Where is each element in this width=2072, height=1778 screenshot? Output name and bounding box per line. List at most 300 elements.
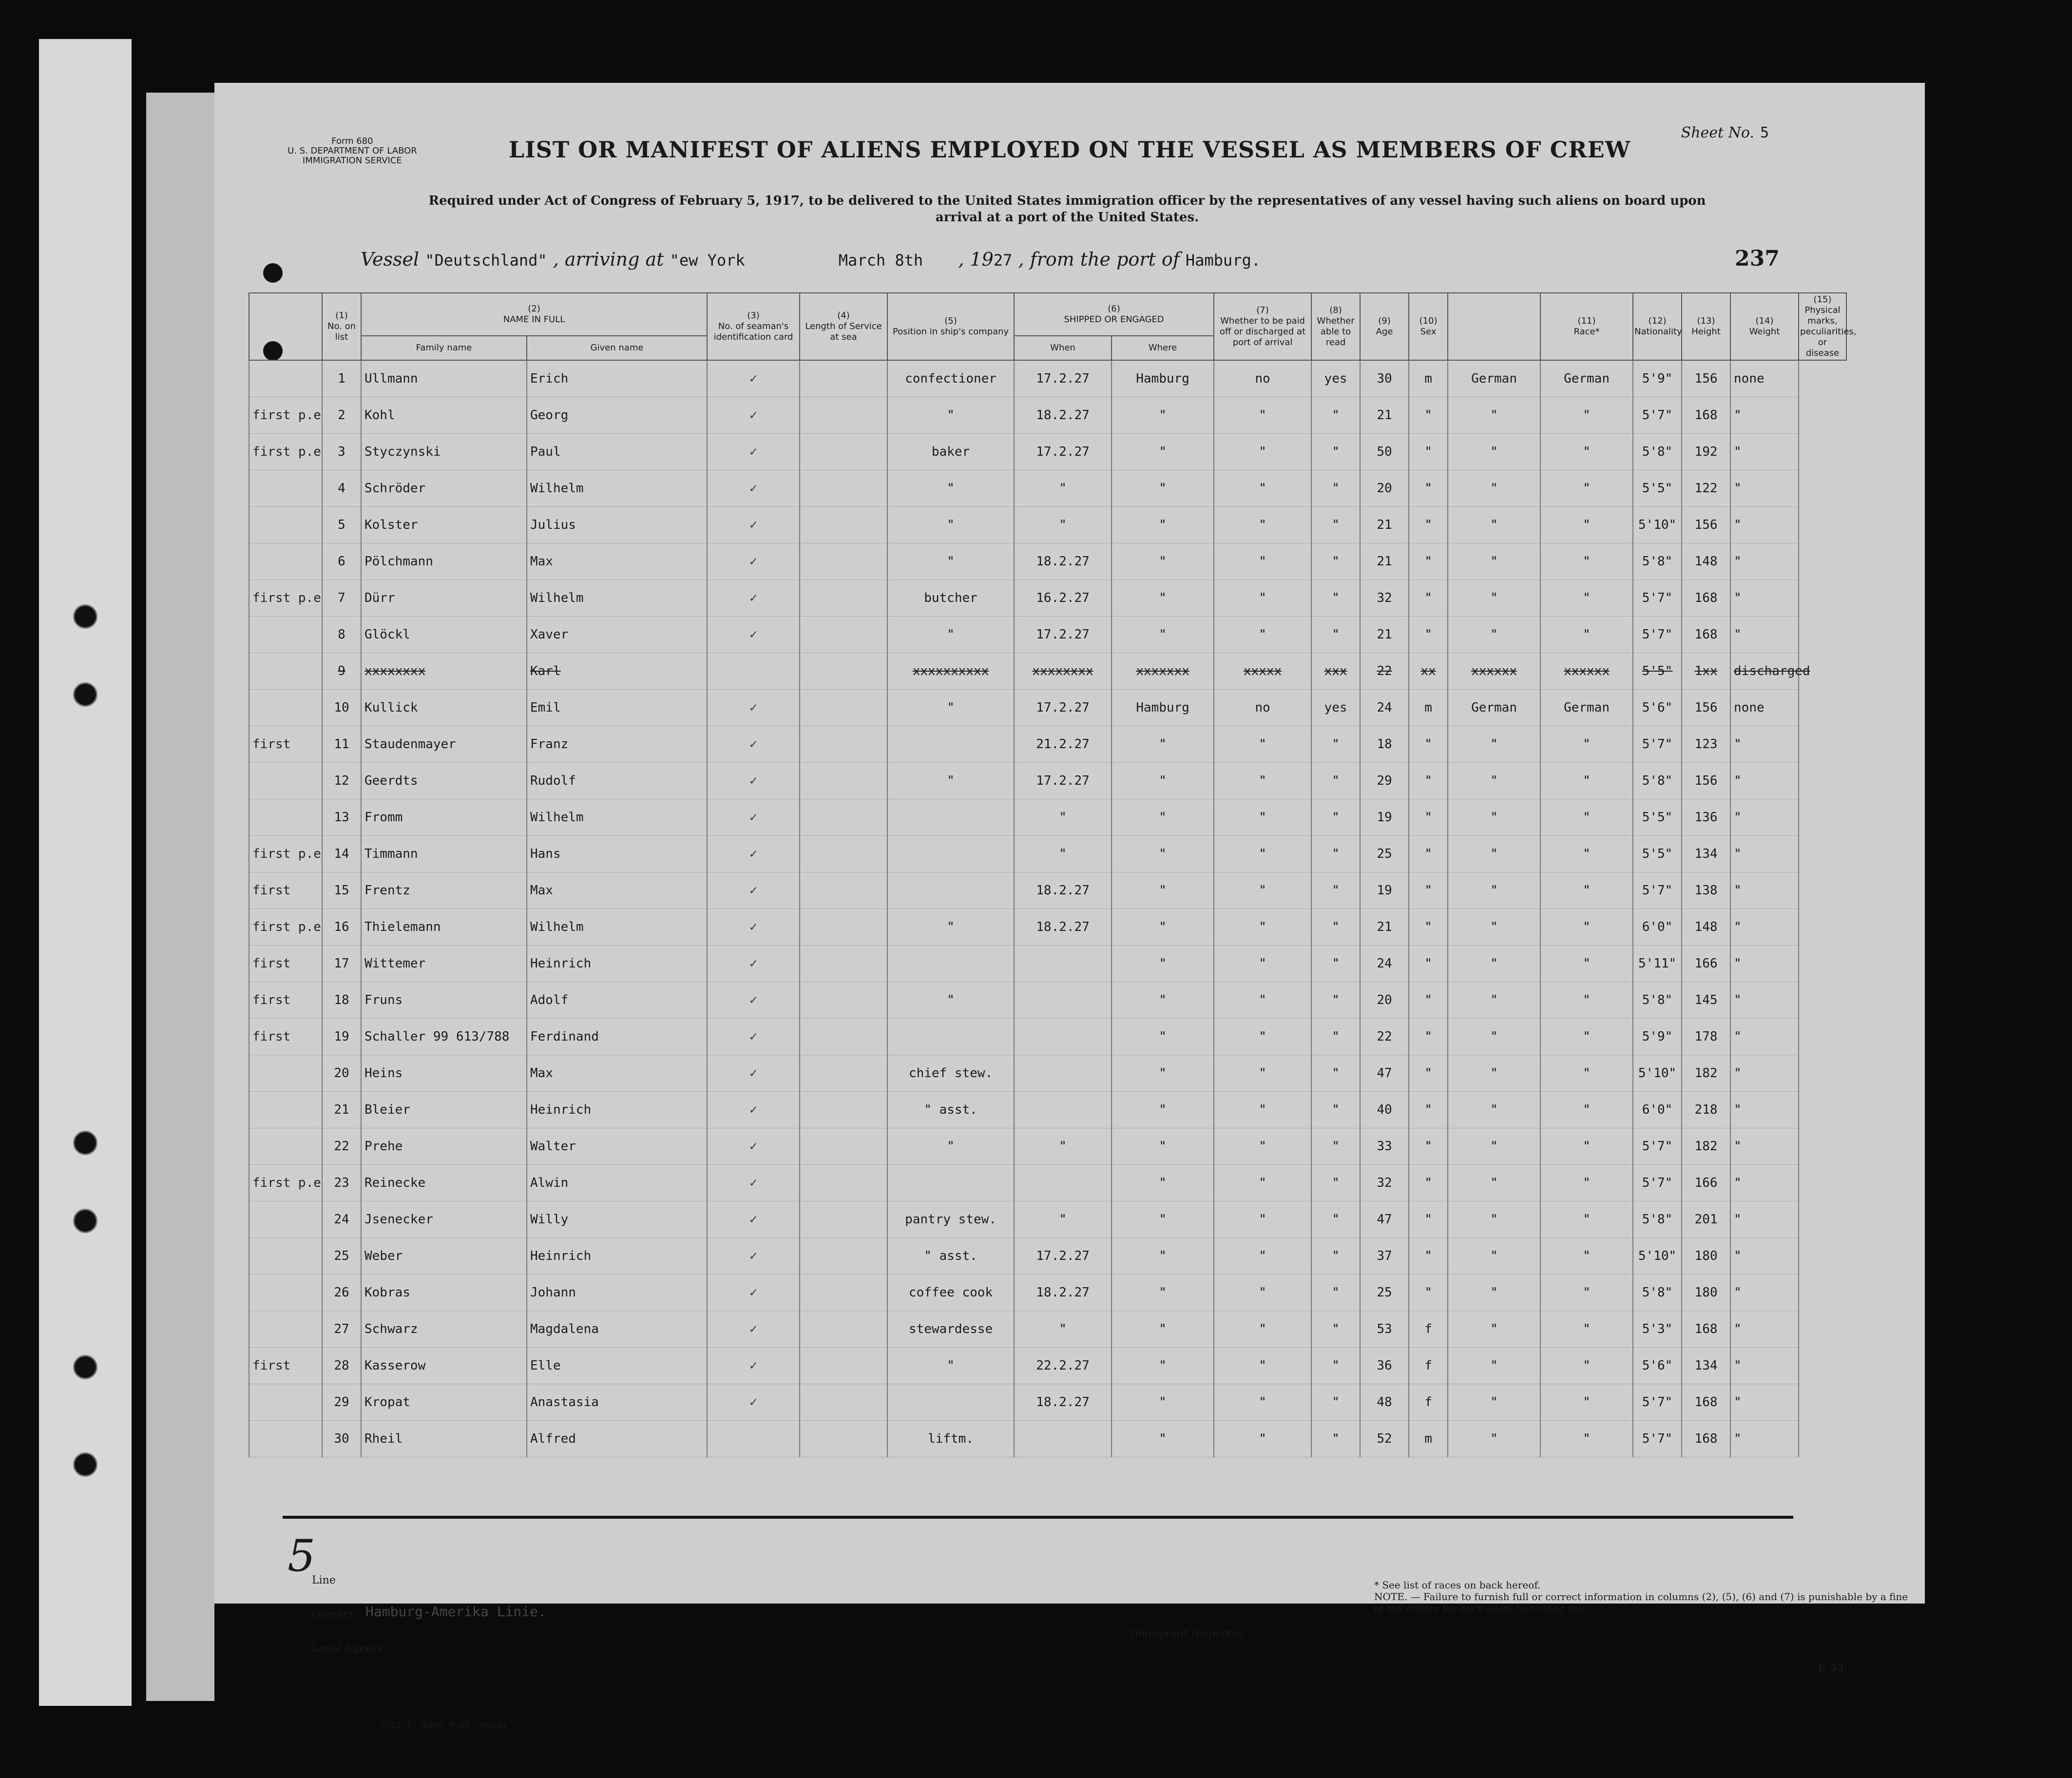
physical-marks: " (1730, 580, 1799, 617)
position (887, 946, 1014, 982)
service-length (800, 946, 887, 982)
binder-strip (39, 39, 132, 1706)
physical-marks: " (1730, 397, 1799, 434)
nationality: " (1540, 1238, 1633, 1275)
nationality: " (1540, 726, 1633, 763)
weight: 182 (1682, 1055, 1730, 1092)
nationality: " (1540, 1348, 1633, 1384)
row-number: 16 (322, 909, 361, 946)
table-row (249, 1128, 1846, 1165)
nationality: " (1540, 507, 1633, 543)
family-name: Schwarz (361, 1311, 527, 1348)
race: " (1448, 763, 1540, 799)
sheet-number (1681, 124, 1769, 141)
position: " (887, 763, 1014, 799)
row-number: 21 (322, 1092, 361, 1128)
physical-marks: " (1730, 982, 1799, 1019)
physical-marks: " (1730, 434, 1799, 470)
table-row (249, 726, 1846, 763)
id-card-check: ✓ (707, 1055, 800, 1092)
margin-note: first (249, 872, 322, 909)
position: liftm. (887, 1421, 1014, 1457)
shipped-where: " (1112, 982, 1214, 1019)
col-8-header: (8) Whether able to read (1311, 293, 1360, 360)
given-name: Ferdinand (527, 1019, 707, 1055)
col-3-header: (3) No. of seaman's identification card (707, 293, 800, 360)
position: " (887, 909, 1014, 946)
position (887, 1384, 1014, 1421)
shipped-where: " (1112, 1201, 1214, 1238)
page-title: LIST OR MANIFEST OF ALIENS EMPLOYED ON THE VESSEL AS MEMBERS OF CREW (508, 136, 1631, 163)
form-code: F. 53. (1818, 1662, 1847, 1674)
able-to-read: " (1311, 1201, 1360, 1238)
shipped-where: " (1112, 946, 1214, 982)
margin-note (249, 360, 322, 397)
col-4-header: (4) Length of Service at sea (800, 293, 887, 360)
nationality: " (1540, 1275, 1633, 1311)
sex: " (1409, 872, 1448, 909)
height: 5'9" (1633, 360, 1682, 397)
id-card-check: ✓ (707, 470, 800, 507)
binder-hole (73, 604, 97, 629)
weight: 166 (1682, 946, 1730, 982)
given-name: Julius (527, 507, 707, 543)
row-number: 30 (322, 1421, 361, 1457)
service-length (800, 653, 887, 690)
col-1-header: (1) No. on list (322, 293, 361, 360)
shipped-when: " (1014, 470, 1112, 507)
weight: 168 (1682, 617, 1730, 653)
able-to-read: " (1311, 1311, 1360, 1348)
weight: 145 (1682, 982, 1730, 1019)
service-length (800, 690, 887, 726)
id-card-check: ✓ (707, 397, 800, 434)
manifest-page (214, 83, 1925, 1731)
table-row (249, 507, 1846, 543)
able-to-read: " (1311, 1019, 1360, 1055)
family-name: Kullick (361, 690, 527, 726)
margin-note: first p.e (249, 580, 322, 617)
shipped-where: " (1112, 434, 1214, 470)
race: " (1448, 617, 1540, 653)
margin-note (249, 799, 322, 836)
nationality: " (1540, 836, 1633, 872)
sheet-label: Sheet No. (1681, 124, 1754, 141)
physical-marks: " (1730, 1384, 1799, 1421)
height: 5'7" (1633, 580, 1682, 617)
family-name-header: Family name (361, 336, 527, 360)
able-to-read: " (1311, 909, 1360, 946)
sex: " (1409, 1275, 1448, 1311)
given-name: Paul (527, 434, 707, 470)
nationality: " (1540, 1165, 1633, 1201)
able-to-read: " (1311, 1092, 1360, 1128)
row-number: 12 (322, 763, 361, 799)
height: 5'11" (1633, 946, 1682, 982)
physical-marks: " (1730, 872, 1799, 909)
shipped-where: xxxxxxx (1112, 653, 1214, 690)
table-row (249, 1019, 1846, 1055)
family-name: Jsenecker (361, 1201, 527, 1238)
sheet-value: 5 (1760, 124, 1769, 141)
family-name: Schaller 99 613/788 (361, 1019, 527, 1055)
height: 5'7" (1633, 397, 1682, 434)
crew-rows (249, 360, 1846, 1457)
paid-off: " (1214, 1019, 1311, 1055)
shipped-when: 18.2.27 (1014, 909, 1112, 946)
able-to-read: " (1311, 434, 1360, 470)
height: 6'0" (1633, 909, 1682, 946)
paid-off: " (1214, 470, 1311, 507)
table-row (249, 799, 1846, 836)
sex: " (1409, 1201, 1448, 1238)
row-number: 27 (322, 1311, 361, 1348)
race: German (1448, 360, 1540, 397)
shipped-where: " (1112, 543, 1214, 580)
given-name: Karl (527, 653, 707, 690)
able-to-read: " (1311, 946, 1360, 982)
shipped-where: " (1112, 1238, 1214, 1275)
sex: " (1409, 507, 1448, 543)
col-15-header: (15) Physical marks, peculiarities, or disease (1799, 293, 1846, 360)
given-name: Johann (527, 1275, 707, 1311)
row-number: 13 (322, 799, 361, 836)
nationality: German (1540, 360, 1633, 397)
able-to-read: " (1311, 726, 1360, 763)
id-card-check: ✓ (707, 1384, 800, 1421)
weight: 168 (1682, 1384, 1730, 1421)
table-row (249, 543, 1846, 580)
family-name: Kasserow (361, 1348, 527, 1384)
service-length (800, 617, 887, 653)
weight: 138 (1682, 872, 1730, 909)
arrival-date: March 8th (838, 251, 923, 270)
shipped-where: " (1112, 1384, 1214, 1421)
shipped-when: 17.2.27 (1014, 617, 1112, 653)
margin-note: first (249, 1348, 322, 1384)
service-length (800, 580, 887, 617)
owners-value: Hamburg-Amerika Linie. (365, 1604, 546, 1620)
weight: 148 (1682, 909, 1730, 946)
paid-off: " (1214, 1348, 1311, 1384)
table-row (249, 1092, 1846, 1128)
footnote (1374, 1579, 1910, 1614)
family-name: Ullmann (361, 360, 527, 397)
family-name: Kohl (361, 397, 527, 434)
nationality: " (1540, 946, 1633, 982)
age: 33 (1360, 1128, 1409, 1165)
row-number: 3 (322, 434, 361, 470)
age: 20 (1360, 982, 1409, 1019)
sex: " (1409, 799, 1448, 836)
physical-marks: " (1730, 543, 1799, 580)
age: 36 (1360, 1348, 1409, 1384)
race: " (1448, 1238, 1540, 1275)
id-card-check: ✓ (707, 543, 800, 580)
height: 5'7" (1633, 872, 1682, 909)
shipped-where: " (1112, 470, 1214, 507)
physical-marks: " (1730, 1275, 1799, 1311)
given-name-header: Given name (527, 336, 707, 360)
physical-marks: " (1730, 1421, 1799, 1457)
race: " (1448, 799, 1540, 836)
height: 5'5" (1633, 470, 1682, 507)
table-row (249, 1311, 1846, 1348)
shipped-where: " (1112, 726, 1214, 763)
shipped-when: 17.2.27 (1014, 1238, 1112, 1275)
race: " (1448, 1384, 1540, 1421)
service-length (800, 397, 887, 434)
row-number: 18 (322, 982, 361, 1019)
position (887, 836, 1014, 872)
table-row (249, 946, 1846, 982)
punch-hole (263, 263, 283, 283)
id-card-check: ✓ (707, 507, 800, 543)
row-number: 20 (322, 1055, 361, 1092)
given-name: Max (527, 543, 707, 580)
family-name: Pölchmann (361, 543, 527, 580)
position: butcher (887, 580, 1014, 617)
age: 53 (1360, 1311, 1409, 1348)
nationality: " (1540, 1384, 1633, 1421)
sex: " (1409, 1238, 1448, 1275)
id-card-check (707, 1421, 800, 1457)
shipped-when (1014, 1055, 1112, 1092)
physical-marks: " (1730, 1201, 1799, 1238)
table-row (249, 1201, 1846, 1238)
from-label: , from the port of (1018, 249, 1180, 270)
id-card-check: ✓ (707, 1348, 800, 1384)
family-name: Reinecke (361, 1165, 527, 1201)
subtitle: Required under Act of Congress of February 5, 1917, to be delivered to the United States immigration officer by the representatives of any vessel having such aliens on board upon arrival at a port of the United States. (428, 193, 1706, 225)
shipped-where: " (1112, 763, 1214, 799)
paid-off: " (1214, 1055, 1311, 1092)
race: " (1448, 507, 1540, 543)
position: chief stew. (887, 1055, 1014, 1092)
service-length (800, 1384, 887, 1421)
row-number: 22 (322, 1128, 361, 1165)
row-number: 15 (322, 872, 361, 909)
table-row (249, 872, 1846, 909)
position: " (887, 543, 1014, 580)
nationality: " (1540, 1421, 1633, 1457)
paid-off: " (1214, 543, 1311, 580)
shipped-when: 18.2.27 (1014, 872, 1112, 909)
row-number: 29 (322, 1384, 361, 1421)
weight: 166 (1682, 1165, 1730, 1201)
race-note: * See list of races on back hereof. (1374, 1579, 1541, 1591)
nationality: " (1540, 1092, 1633, 1128)
height: 5'8" (1633, 543, 1682, 580)
position: " (887, 617, 1014, 653)
id-card-check: ✓ (707, 982, 800, 1019)
id-card-check: ✓ (707, 360, 800, 397)
handwritten-page-number: 5 (288, 1530, 316, 1582)
age: 20 (1360, 470, 1409, 507)
given-name: Willy (527, 1201, 707, 1238)
nationality: " (1540, 872, 1633, 909)
shipped-when (1014, 982, 1112, 1019)
nationality: " (1540, 1201, 1633, 1238)
sex: m (1409, 360, 1448, 397)
family-name: Weber (361, 1238, 527, 1275)
table-row (249, 909, 1846, 946)
given-name: Max (527, 1055, 707, 1092)
given-name: Alwin (527, 1165, 707, 1201)
able-to-read: " (1311, 397, 1360, 434)
weight: 134 (1682, 1348, 1730, 1384)
able-to-read: " (1311, 543, 1360, 580)
given-name: Walter (527, 1128, 707, 1165)
given-name: Anastasia (527, 1384, 707, 1421)
shipped-when (1014, 1421, 1112, 1457)
margin-note (249, 1055, 322, 1092)
arrival-year: 27 (993, 251, 1013, 270)
shipped-when: xxxxxxxx (1014, 653, 1112, 690)
given-name: Franz (527, 726, 707, 763)
row-number: 14 (322, 836, 361, 872)
weight: 156 (1682, 763, 1730, 799)
age: 24 (1360, 690, 1409, 726)
margin-note (249, 1311, 322, 1348)
able-to-read: " (1311, 1165, 1360, 1201)
paid-off: " (1214, 799, 1311, 836)
paid-off: " (1214, 1201, 1311, 1238)
height: 5'10" (1633, 1055, 1682, 1092)
margin-note (249, 507, 322, 543)
race: " (1448, 1311, 1540, 1348)
nationality: xxxxxx (1540, 653, 1633, 690)
able-to-read: " (1311, 507, 1360, 543)
physical-marks: " (1730, 1019, 1799, 1055)
service-length (800, 543, 887, 580)
family-name: Wittemer (361, 946, 527, 982)
penalty-note: NOTE. — Failure to furnish full or correct information in columns (2), (5), (6) and (7) is punishable by a fine of ten dollars for each alien. See other side. (1374, 1591, 1908, 1614)
nationality: " (1540, 434, 1633, 470)
sex: " (1409, 470, 1448, 507)
physical-marks: none (1730, 360, 1799, 397)
age: 24 (1360, 946, 1409, 982)
id-card-check: ✓ (707, 617, 800, 653)
height: 5'7" (1633, 726, 1682, 763)
age: 21 (1360, 617, 1409, 653)
paid-off: " (1214, 946, 1311, 982)
sex: " (1409, 1128, 1448, 1165)
weight: 136 (1682, 799, 1730, 836)
shipped-where: " (1112, 1165, 1214, 1201)
margin-note (249, 470, 322, 507)
nationality: German (1540, 690, 1633, 726)
given-name: Heinrich (527, 946, 707, 982)
shipped-when: " (1014, 836, 1112, 872)
shipped-when: 22.2.27 (1014, 1348, 1112, 1384)
id-card-check: ✓ (707, 872, 800, 909)
shipped-when: 21.2.27 (1014, 726, 1112, 763)
family-name: Fromm (361, 799, 527, 836)
service-length (800, 1421, 887, 1457)
height: 5'5" (1633, 799, 1682, 836)
weight: 201 (1682, 1201, 1730, 1238)
table-row (249, 580, 1846, 617)
print-code: 5782 T.—5000 9—25 .05584 (380, 1720, 507, 1731)
physical-marks: " (1730, 763, 1799, 799)
family-name: xxxxxxxx (361, 653, 527, 690)
department-name: U. S. DEPARTMENT OF LABOR (288, 146, 417, 156)
nationality: " (1540, 763, 1633, 799)
local-agents-label: Local Agents (312, 1643, 383, 1655)
height: 6'0" (1633, 1092, 1682, 1128)
race: " (1448, 982, 1540, 1019)
race: " (1448, 1165, 1540, 1201)
id-card-check: ✓ (707, 1128, 800, 1165)
col-10-header: (10) Sex (1409, 293, 1448, 360)
height: 5'7" (1633, 1421, 1682, 1457)
shipped-when: 17.2.27 (1014, 434, 1112, 470)
age: 21 (1360, 909, 1409, 946)
table-row (249, 653, 1846, 690)
paid-off: " (1214, 1421, 1311, 1457)
given-name: Heinrich (527, 1092, 707, 1128)
age: 37 (1360, 1238, 1409, 1275)
nationality: " (1540, 580, 1633, 617)
weight: 1xx (1682, 653, 1730, 690)
table-row (249, 470, 1846, 507)
shipped-when: 18.2.27 (1014, 1384, 1112, 1421)
race: " (1448, 726, 1540, 763)
margin-note (249, 1201, 322, 1238)
paid-off: " (1214, 1128, 1311, 1165)
family-name: Rheil (361, 1421, 527, 1457)
service-length (800, 1165, 887, 1201)
margin-note: first p.e (249, 836, 322, 872)
position: coffee cook (887, 1275, 1014, 1311)
service-length (800, 470, 887, 507)
vessel-name: "Deutschland" (425, 251, 547, 270)
row-number: 28 (322, 1348, 361, 1384)
position: stewardesse (887, 1311, 1014, 1348)
nationality: " (1540, 543, 1633, 580)
age: 50 (1360, 434, 1409, 470)
shipped-when: " (1014, 1311, 1112, 1348)
shipped-when: " (1014, 1201, 1112, 1238)
sex: " (1409, 580, 1448, 617)
height: 5'9" (1633, 1019, 1682, 1055)
age: 52 (1360, 1421, 1409, 1457)
table-row (249, 1384, 1846, 1421)
shipped-where: " (1112, 617, 1214, 653)
age: 19 (1360, 799, 1409, 836)
able-to-read: " (1311, 470, 1360, 507)
service-length (800, 909, 887, 946)
sex: " (1409, 1092, 1448, 1128)
family-name: Prehe (361, 1128, 527, 1165)
sex: " (1409, 434, 1448, 470)
col-12-header: (12) Nationality (1633, 293, 1682, 360)
height: 5'8" (1633, 434, 1682, 470)
shipped-where: " (1112, 872, 1214, 909)
physical-marks: none (1730, 690, 1799, 726)
physical-marks: " (1730, 1092, 1799, 1128)
able-to-read: " (1311, 763, 1360, 799)
paid-off: xxxxx (1214, 653, 1311, 690)
age: 48 (1360, 1384, 1409, 1421)
row-number: 10 (322, 690, 361, 726)
service-length (800, 1128, 887, 1165)
able-to-read: yes (1311, 690, 1360, 726)
physical-marks: " (1730, 726, 1799, 763)
margin-note: first p.e (249, 909, 322, 946)
row-number: 7 (322, 580, 361, 617)
